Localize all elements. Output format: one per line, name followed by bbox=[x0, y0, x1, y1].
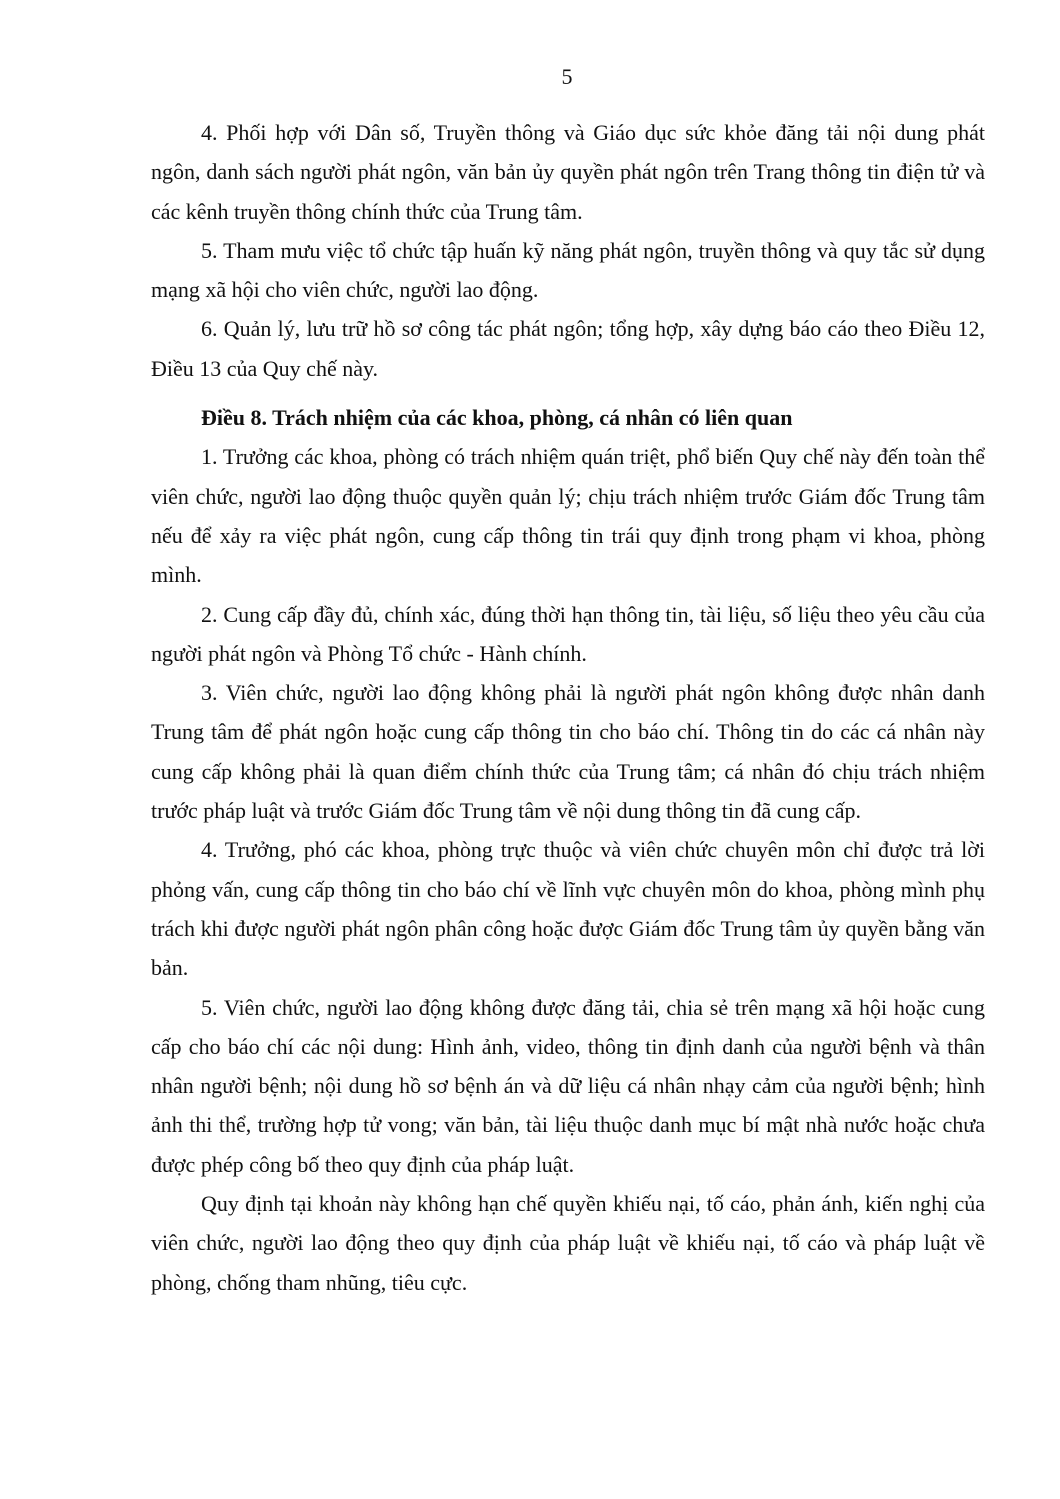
article-8-clause-2: 2. Cung cấp đầy đủ, chính xác, đúng thời hạn thông tin, tài liệu, số liệu theo yêu cầu của người phát ngôn và Phòng Tổ chức - Hành chính. bbox=[151, 601, 985, 666]
clause-5-training: 5. Tham mưu việc tổ chức tập huấn kỹ năng phát ngôn, truyền thông và quy tắc sử dụng mạng xã hội cho viên chức, người lao động. bbox=[151, 237, 985, 303]
document-body bbox=[151, 113, 985, 1302]
page-number: 5 bbox=[561, 64, 573, 89]
article-8-clause-4: 4. Trưởng, phó các khoa, phòng trực thuộc và viên chức chuyên môn chỉ được trả lời phỏng vấn, cung cấp thông tin cho báo chí về lĩnh vực chuyên môn do khoa, phòng mình phụ trách khi được người phát ngôn phân công hoặc được Giám đốc Trung tâm ủy quyền bằng văn bản. bbox=[151, 837, 985, 981]
article-8-clause-1: 1. Trưởng các khoa, phòng có trách nhiệm quán triệt, phổ biến Quy chế này đến toàn thể viên chức, người lao động thuộc quyền quản lý; chịu trách nhiệm trước Giám đốc Trung tâm nếu để xảy ra việc phát ngôn, cung cấp thông tin trái quy định trong phạm vi khoa, phòng mình. bbox=[151, 444, 985, 588]
article-8-clause-5-note: Quy định tại khoản này không hạn chế quyền khiếu nại, tố cáo, phản ánh, kiến nghị của viên chức, người lao động theo quy định của pháp luật về khiếu nại, tố cáo và pháp luật về phòng, chống tham nhũng, tiêu cực. bbox=[151, 1191, 985, 1295]
article-8-clause-5: 5. Viên chức, người lao động không được đăng tải, chia sẻ trên mạng xã hội hoặc cung cấp cho báo chí các nội dung: Hình ảnh, video, thông tin định danh của người bệnh và thân nhân người bệnh; nội dung hồ sơ bệnh án và dữ liệu cá nhân nhạy cảm của người bệnh; hình ảnh thi thể, trường hợp tử vong; văn bản, tài liệu thuộc danh mục bí mật nhà nước hoặc chưa được phép công bố theo quy định của pháp luật. bbox=[151, 994, 985, 1177]
article-8-heading: Điều 8. Trách nhiệm của các khoa, phòng, cá nhân có liên quan bbox=[201, 405, 793, 431]
clause-6-records-reporting: 6. Quản lý, lưu trữ hồ sơ công tác phát ngôn; tổng hợp, xây dựng báo cáo theo Điều 12, Điều 13 của Quy chế này. bbox=[151, 316, 985, 381]
clause-4-publish-content: 4. Phối hợp với Dân số, Truyền thông và Giáo dục sức khỏe đăng tải nội dung phát ngôn, danh sách người phát ngôn, văn bản ủy quyền phát ngôn trên Trang thông tin điện tử và các kênh truyền thông chính thức của Trung tâm. bbox=[151, 120, 985, 224]
article-8-clause-3: 3. Viên chức, người lao động không phải là người phát ngôn không được nhân danh Trung tâm để phát ngôn hoặc cung cấp thông tin cho báo chí. Thông tin do các cá nhân này cung cấp không phải là quan điểm chính thức của Trung tâm; cá nhân đó chịu trách nhiệm trước pháp luật và trước Giám đốc Trung tâm về nội dung thông tin đã cung cấp. bbox=[151, 680, 985, 824]
